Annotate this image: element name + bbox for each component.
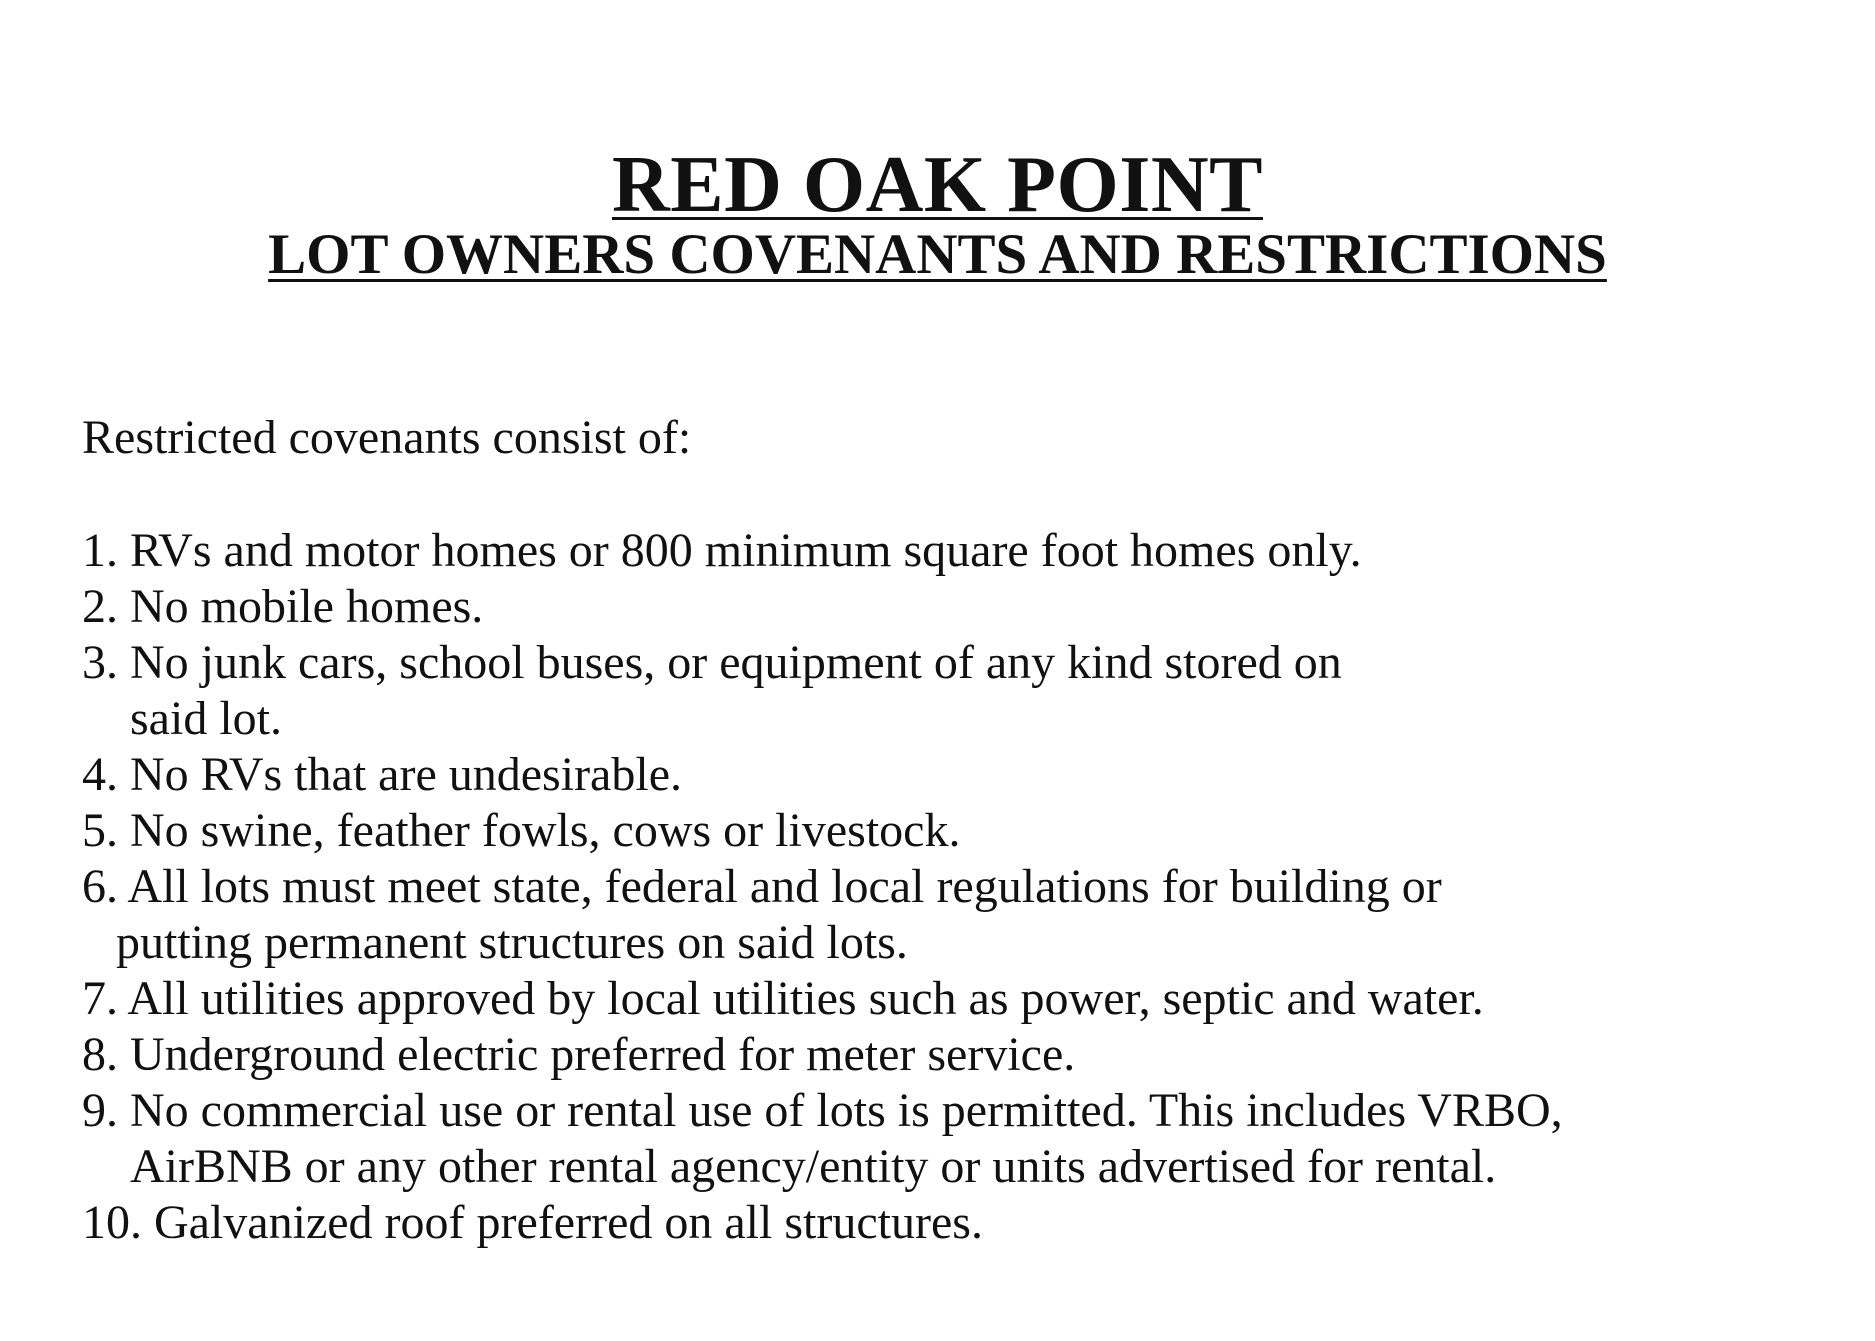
intro-text: Restricted covenants consist of: [82, 411, 692, 464]
document-title [0, 140, 1875, 230]
covenant-text: 9. No commercial use or rental use of lots is permitted. This includes VRBO, [82, 1084, 1563, 1137]
covenant-text: 5. No swine, feather fowls, cows or livestock. [82, 804, 961, 857]
covenants-list [82, 523, 1563, 1251]
covenant-item-2 [82, 579, 1563, 635]
covenant-item-1 [82, 523, 1563, 579]
covenant-item-3 [82, 635, 1563, 747]
covenant-text: 4. No RVs that are undesirable. [82, 748, 682, 801]
document-subtitle [0, 222, 1875, 288]
covenant-item-5 [82, 803, 1563, 859]
covenant-text: 10. Galvanized roof preferred on all structures. [82, 1196, 983, 1249]
covenant-text: 7. All utilities approved by local utilities such as power, septic and water. [82, 972, 1484, 1025]
document-title-text: RED OAK POINT [612, 141, 1263, 229]
covenant-text: 2. No mobile homes. [82, 580, 484, 633]
covenant-item-6 [82, 859, 1563, 971]
covenant-text-continued: AirBNB or any other rental agency/entity or units advertised for rental. [130, 1140, 1497, 1193]
covenant-item-7 [82, 971, 1563, 1027]
covenant-item-10 [82, 1195, 1563, 1251]
covenant-text-continued: putting permanent structures on said lots. [116, 916, 908, 969]
covenant-text: 6. All lots must meet state, federal and local regulations for building or [82, 860, 1442, 913]
document-subtitle-text: LOT OWNERS COVENANTS AND RESTRICTIONS [268, 223, 1607, 286]
covenant-text: 3. No junk cars, school buses, or equipment of any kind stored on [82, 636, 1342, 689]
covenant-item-8 [82, 1027, 1563, 1083]
covenant-text-continued: said lot. [130, 692, 282, 745]
covenant-text: 8. Underground electric preferred for meter service. [82, 1028, 1076, 1081]
covenant-item-4 [82, 747, 1563, 803]
covenant-text: 1. RVs and motor homes or 800 minimum square foot homes only. [82, 524, 1362, 577]
covenant-item-9 [82, 1083, 1563, 1195]
